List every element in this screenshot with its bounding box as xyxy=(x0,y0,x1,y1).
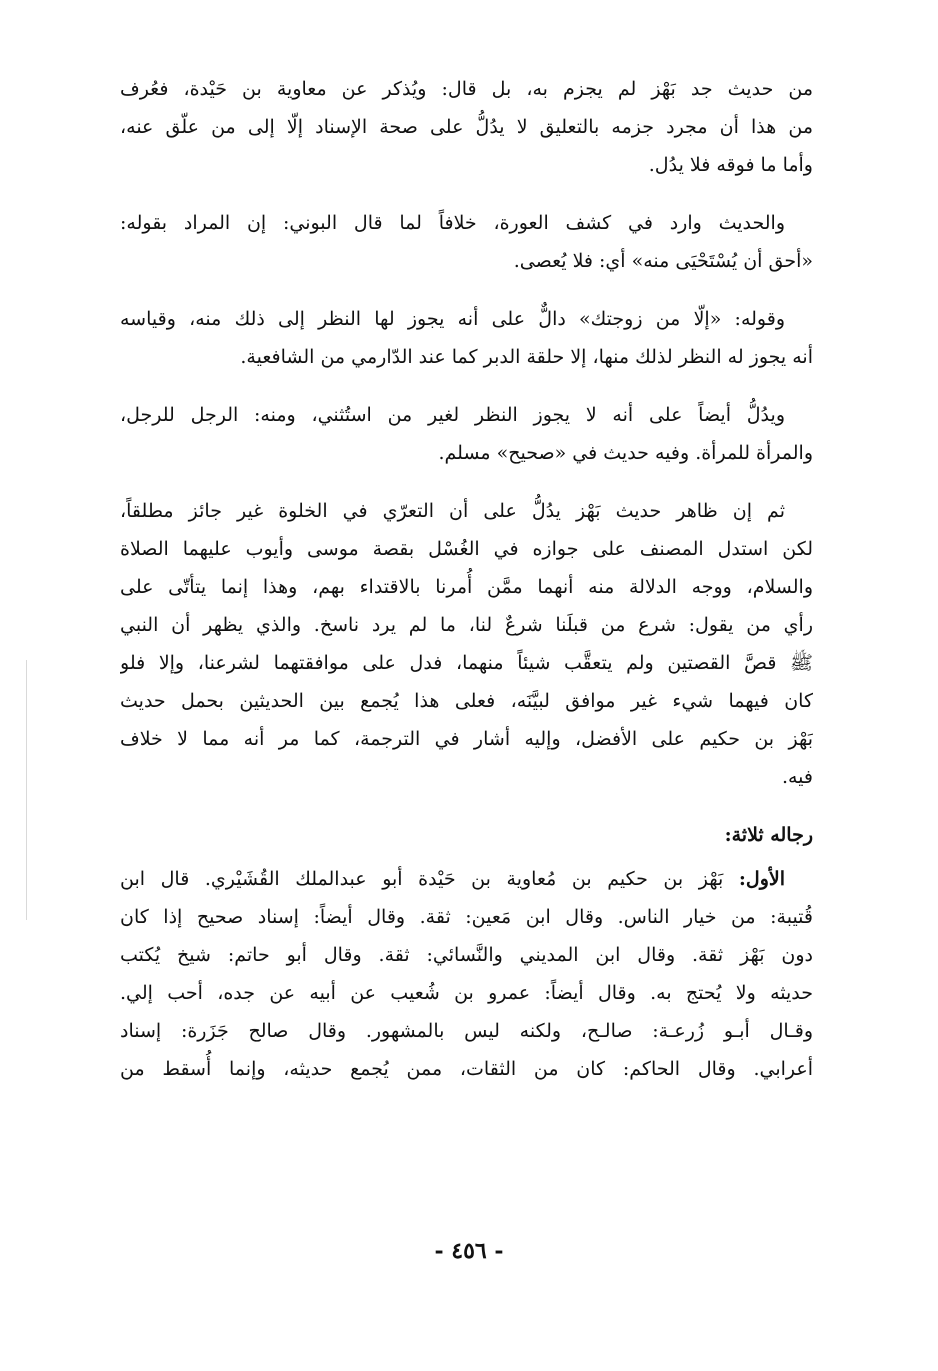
text-line: دون بَهْز ثقة. وقال ابن المديني والنَّسائي: ثقة. وقال أبو حاتم: شيخ يُكتب xyxy=(120,944,813,966)
narrator-lead: الأول: xyxy=(738,868,785,890)
text-line: أنه يجوز له النظر لذلك منها، إلا حلقة الدبر كما عند الدّارمي من الشافعية. xyxy=(240,346,813,368)
paragraph-4 xyxy=(120,396,813,472)
paragraph-5 xyxy=(120,492,813,796)
narrator-text: بَهْز بن حكيم بن مُعاوية بن حَيْدة أبو عبدالملك القُشَيْري. قال ابن xyxy=(120,868,724,890)
text-line: وأما ما فوقه فلا يدُل. xyxy=(648,154,813,176)
paragraph-1 xyxy=(120,70,813,184)
text-line: رأي من يقول: شرع من قبلَنا شرعٌ لنا، ما لم يرد ناسخ. والذي يظهر أن النبي xyxy=(120,614,813,636)
text-line: ويدُلُّ أيضاً على أنه لا يجوز النظر لغير من استُثني، ومنه: الرجل للرجل، xyxy=(120,404,785,426)
text-line: فيه. xyxy=(781,766,813,788)
text-line: وقـال أبـو زُرعـة: صالـح، ولكنه ليس بالمشهور. وقال صالح جَزَرة: إسناد xyxy=(120,1020,813,1042)
text-line: والسلام، ووجه الدلالة منه أنهما ممَّن أُمرنا بالاقتداء بهم، وهذا إنما يتأتّى على xyxy=(120,576,813,598)
text-line: والحديث وارد في كشف العورة، خلافاً لما قال البوني: إن المراد بقوله: xyxy=(120,212,785,234)
text-line: ﷺ قصَّ القصتين ولم يتعقَّب شيئاً منهما، فدل على موافقتهما لشرعنا، وإلا فلو xyxy=(120,652,813,674)
text-line: من حديث جد بَهْز لم يجزم به، بل قال: ويُذكر عن معاوية بن حَيْدة، فعُرف xyxy=(120,78,813,100)
text-line: وقوله: «إلّا من زوجتك» دالٌّ على أنه يجوز لها النظر إلى ذلك منه، وقياسه xyxy=(120,308,785,330)
paragraph-3 xyxy=(120,300,813,376)
text-line: من هذا أن مجرد جزمه بالتعليق لا يدُلُّ على صحة الإسناد إلّا إلى من علّق عنه، xyxy=(120,116,813,138)
page-number: - ٤٥٦ - xyxy=(434,1238,504,1264)
page-body xyxy=(120,70,813,1108)
page-margin-line xyxy=(26,660,27,920)
text-line: لكن استدل المصنف على جوازه في الغُسْل بقصة موسى وأيوب عليهما الصلاة xyxy=(120,538,813,560)
narrators-paragraph xyxy=(120,860,813,1088)
text-line: أعرابي. وقال الحاكم: كان من الثقات، ممن يُجمع حديثه، وإنما أُسقط من xyxy=(120,1058,813,1080)
text-line: بَهْز بن حكيم على الأفضل، وإليه أشار في الترجمة، كما مر أنه مما لا خلاف xyxy=(120,728,813,750)
section-heading: رجاله ثلاثة: xyxy=(724,824,813,846)
paragraph-2 xyxy=(120,204,813,280)
text-line: «أحق أن يُسْتَحْيَى منه» أي: فلا يُعصى. xyxy=(513,250,813,272)
text-line: والمرأة للمرأة. وفيه حديث في «صحيح» مسلم. xyxy=(438,442,813,464)
text-line: قُتيبة: من خيار الناس. وقال ابن مَعين: ثقة. وقال أيضاً: إسناد صحيح إذا كان xyxy=(120,906,813,928)
text-line xyxy=(120,860,813,898)
text-line: ثم إن ظاهر حديث بَهْز يدُلُّ على أن التعرّي في الخلوة غير جائز مطلقاً، xyxy=(120,500,785,522)
text-line: كان فيهما شيء غير موافق لبيَّنَه، فعلى هذا يُجمع بين الحديثين بحمل حديث xyxy=(120,690,813,712)
text-line: حديثه ولا يُحتج به. وقال أيضاً: عمرو بن شُعيب عن أبيه عن جده، أحب إلي. xyxy=(120,982,813,1004)
